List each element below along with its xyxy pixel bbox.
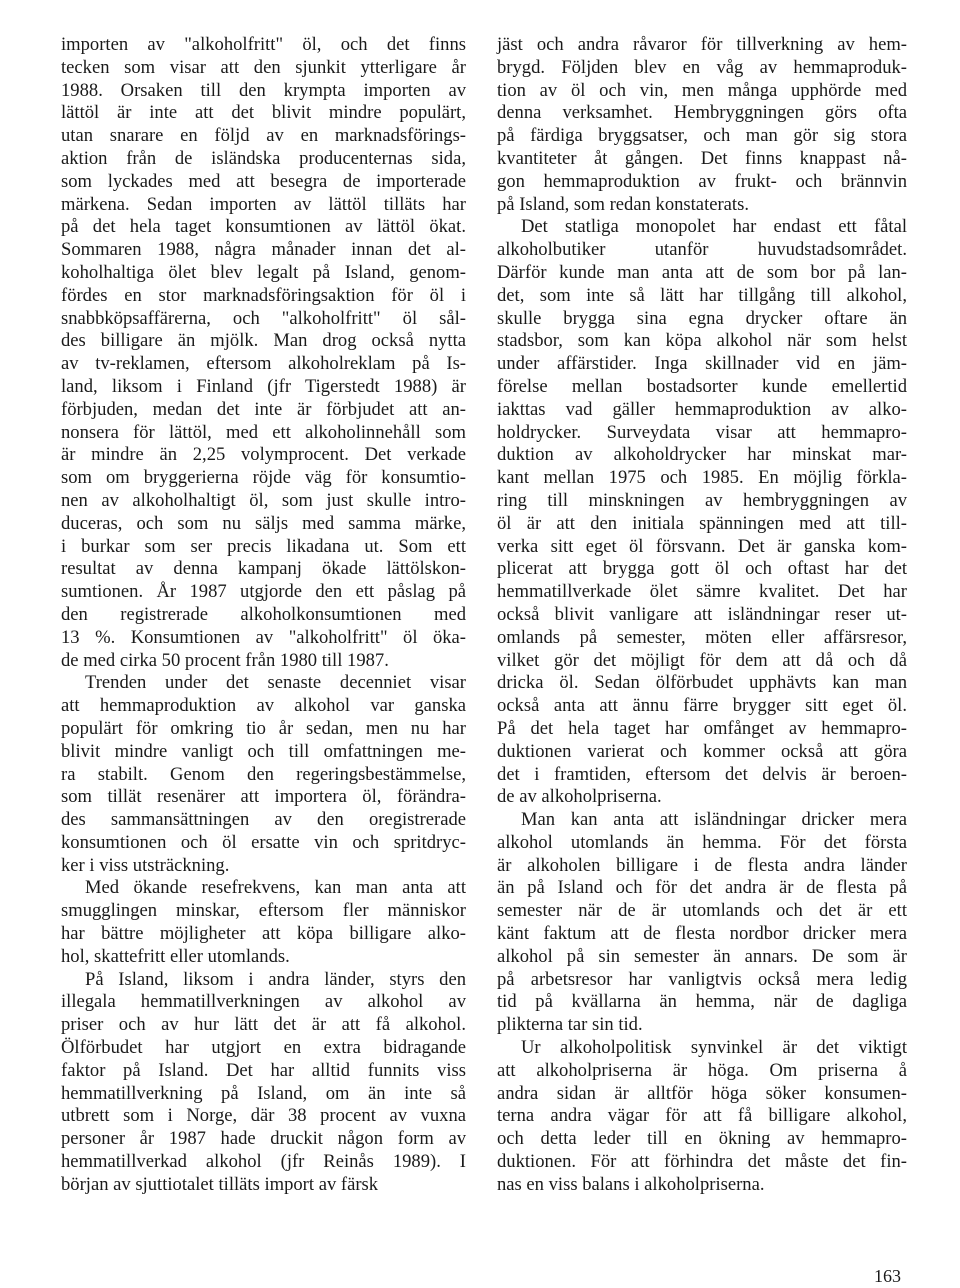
text-line: hemmatillverkad alkohol (jfr Reinås 1989). I (61, 1151, 466, 1173)
text-line: Sommaren 1988, några månader innan det al- (61, 239, 466, 261)
text-line: är alkoholen billigare i de flesta andra länder (497, 854, 907, 876)
text-line: stadsbor, som kan köpa alkohol när som helst (497, 330, 907, 352)
text-line: 13 %. Konsumtionen av "alkoholfritt" öl öka- (61, 626, 466, 648)
paragraph (61, 34, 466, 672)
text-line: terna andra vägar för att få billigare alkohol, (497, 1105, 907, 1127)
text-line: Därför kunde man anta att de som bor på lan- (497, 261, 907, 283)
text-line: under affärstider. Inga skillnader vid en jäm- (497, 353, 907, 375)
text-line: importen av "alkoholfritt" öl, och det finns (61, 34, 466, 55)
text-line: tid på kvällarna än hemma, när de dagliga (497, 991, 907, 1013)
text-line: des sammansättningen av den oregistrerade (61, 809, 466, 831)
text-line: vilket gör det möjligt för dem att då och då (497, 649, 907, 671)
text-line: gon hemmaproduktion av frukt- och brännvin (497, 170, 907, 192)
text-line: snabbköpsaffärerna, och "alkoholfritt" öl sål- (61, 307, 466, 329)
text-line: också blivit vanligare att isländningar reser ut- (497, 603, 907, 625)
text-line: att alkoholpriserna är höga. Om priserna å (497, 1059, 907, 1081)
text-line: På Island, liksom i andra länder, styrs den (85, 968, 466, 990)
paragraph (61, 672, 466, 877)
text-line: hemmatillverkade ölet sämre kvalitet. Det har (497, 581, 907, 603)
text-line: i burkar som ser precis likadana ut. Som ett (61, 535, 466, 557)
text-line: den registrerade alkoholkonsumtionen med (61, 603, 466, 625)
text-line: land, liksom i Finland (jfr Tigerstedt 1988) är (61, 375, 466, 397)
text-line: kvantiteter åt gången. Det finns knappast nå- (497, 147, 907, 169)
paragraph (497, 34, 907, 216)
text-line: nas en viss balans i alkoholpriserna. (497, 1173, 765, 1195)
text-line: omlands på semester, möten eller affärsresor, (497, 626, 907, 648)
text-line: tecken som visar att den sjunkit ytterligare år (61, 56, 466, 78)
text-line: har bättre möjligheter att köpa billigare alko- (61, 923, 466, 945)
text-line: på det hela taget konsumtionen av lättöl ökat. (61, 216, 466, 238)
text-line: priser och av hur lätt det är att få alkohol. (61, 1014, 466, 1036)
text-line: iakttas vad gäller hemmaproduktion av alko- (497, 398, 907, 420)
text-line: plikterna tar sin tid. (497, 1014, 643, 1036)
text-line: och detta leder till en ökning av hemmapro- (497, 1128, 907, 1150)
text-line: duktion av alkoholdrycker har minskat mar- (497, 444, 907, 466)
text-line: illegala hemmatillverkningen av alkohol av (61, 991, 466, 1013)
text-line: skulle brygga sina egna drycker oftare än (497, 307, 907, 329)
text-line: förbjuden, medan det inte är förbjudet att an- (61, 398, 466, 420)
text-line: märkena. Sedan importen av lättöl tilläts har (61, 193, 466, 215)
text-line: alkoholbutiker utanför huvudstadsområdet. (497, 239, 907, 261)
text-line: verka sitt eget öl försvann. Det är ganska kom- (497, 535, 907, 557)
text-line: andra sidan är alltför höga söker konsumen- (497, 1082, 907, 1104)
text-line: som tillät resenärer att importera öl, förändra- (61, 786, 466, 808)
text-line: som lyckades med att besegra de importerade (61, 170, 466, 192)
text-line: alkohol utomlands än hemma. För det första (497, 831, 907, 853)
text-line: tion av öl och vin, men många upphörde med (497, 79, 907, 101)
text-line: fördes en stor marknadsföringsaktion för öl i (61, 284, 466, 306)
text-line: På det hela taget har omfånget av hemmapro- (497, 717, 907, 739)
text-line: också anta att ännu färre brygger sitt eget öl. (497, 695, 907, 717)
text-line: början av sjuttiotalet tilläts import av färsk (61, 1173, 379, 1195)
text-line: des billigare än mjölk. Man drog också nytta (61, 330, 466, 352)
text-line: duceras, och som nu säljs med samma märke, (61, 512, 466, 534)
text-line: det, som inte så lätt har tillgång till alkohol, (497, 284, 907, 306)
text-line: plicerat att brygga gott öl och oftast har det (497, 558, 907, 580)
text-line: på arbetsresor har vanligtvis också mera ledig (497, 968, 907, 990)
text-line: öl är att den initiala spänningen med att till- (497, 512, 907, 534)
text-line: koholhaltiga ölet blev legalt på Island, genom- (61, 261, 466, 283)
text-line: på Island, som redan konstaterats. (497, 193, 749, 215)
text-line: nonsera för lättöl, med ett alkoholinnehåll som (61, 421, 466, 443)
text-line: semester när de är utomlands och det är ett (497, 900, 907, 922)
text-line: brygd. Följden blev en våg av hemmaproduk- (497, 56, 907, 78)
text-line: Trenden under det senaste decenniet visar (85, 672, 466, 694)
paragraph (497, 216, 907, 809)
text-line: ring till minskningen av hembryggningen av (497, 489, 907, 511)
text-line: Ur alkoholpolitisk synvinkel är det viktigt (521, 1037, 907, 1059)
text-line: Ölförbudet har utgjort en extra bidragande (61, 1037, 466, 1059)
text-line: kant mellan 1975 och 1985. En möjlig förkla- (497, 467, 907, 489)
text-line: konsumtionen och öl ersatte vin och spritdryc- (61, 831, 466, 853)
page-number: 163 (874, 1266, 901, 1286)
text-line: Man kan anta att isländningar dricker mera (521, 809, 907, 831)
paragraph (61, 877, 466, 968)
text-line: 1988. Orsaken till den krympta importen av (61, 79, 466, 101)
paragraph (497, 809, 907, 1037)
text-line: populärt för omkring tio år sedan, men nu har (61, 717, 466, 739)
text-line: än på Island och för det andra är de flesta på (497, 877, 907, 899)
text-line: ra stabilt. Genom den regeringsbestämmelse, (61, 763, 466, 785)
text-line: duktionen. För att förhindra det måste det fin- (497, 1151, 907, 1173)
text-line: personer år 1987 hade druckit någon form av (61, 1128, 466, 1150)
text-line: av tv-reklamen, eftersom alkoholreklam på Is- (61, 353, 466, 375)
text-line: de med cirka 50 procent från 1980 till 1987. (61, 649, 389, 671)
text-line: förelse mellan bostadsorter kunde emellertid (497, 375, 907, 397)
text-line: är mindre än 2,25 volymprocent. Det verkade (61, 444, 466, 466)
text-line: denna verksamhet. Hembryggningen görs ofta (497, 102, 907, 124)
text-line: det i framtiden, eftersom det delvis är beroen- (497, 763, 907, 785)
text-line: känt faktum att de flesta nordbor dricker mera (497, 923, 907, 945)
text-line: blivit mindre vanligt och till omfattningen me- (61, 740, 466, 762)
paragraph (497, 1037, 907, 1197)
text-line: på färdiga bryggsatser, och man gör sig stora (497, 125, 907, 147)
text-line: som om bryggerierna röjde väg för konsumtio- (61, 467, 466, 489)
text-line: sumtionen. År 1987 utgjorde den ett påslag på (61, 581, 466, 603)
text-line: dricka öl. Sedan ölförbudet upphävts kan man (497, 672, 907, 694)
text-line: ker i viss utsträckning. (61, 854, 230, 876)
text-line: hemmatillverkning på Island, om än inte så (61, 1082, 466, 1104)
text-line: utan snarare en följd av en marknadsförings- (61, 125, 466, 147)
text-line: hol, skattefritt eller utomlands. (61, 945, 290, 967)
text-line: smugglingen minskar, eftersom fler människor (61, 900, 466, 922)
right-column (497, 34, 907, 1197)
text-line: lättöl är inte att det blivit mindre populärt, (61, 102, 466, 124)
text-line: nen av alkoholhaltigt öl, som just skulle intro- (61, 489, 466, 511)
text-line: duktionen varierat och kommer också att göra (497, 740, 907, 762)
text-line: faktor på Island. Det har alltid funnits viss (61, 1059, 466, 1081)
text-line: att hemmaproduktion av alkohol var ganska (61, 695, 466, 717)
text-line: alkohol på sin semester än annars. De som är (497, 945, 907, 967)
paragraph (61, 969, 466, 1197)
text-line: resultat av denna kampanj ökade lättölskon- (61, 558, 466, 580)
text-line: utbrett som i Norge, där 38 procent av vuxna (61, 1105, 466, 1127)
text-line: de av alkoholpriserna. (497, 786, 662, 808)
text-line: Med ökande resefrekvens, kan man anta att (85, 877, 466, 899)
left-column (61, 34, 466, 1197)
text-line: holdrycker. Surveydata visar att hemmapro- (497, 421, 907, 443)
text-line: Det statliga monopolet har endast ett fåtal (521, 216, 907, 238)
text-line: aktion från de isländska producenternas sida, (61, 147, 466, 169)
text-line: jäst och andra råvaror för tillverkning av hem- (497, 34, 907, 55)
